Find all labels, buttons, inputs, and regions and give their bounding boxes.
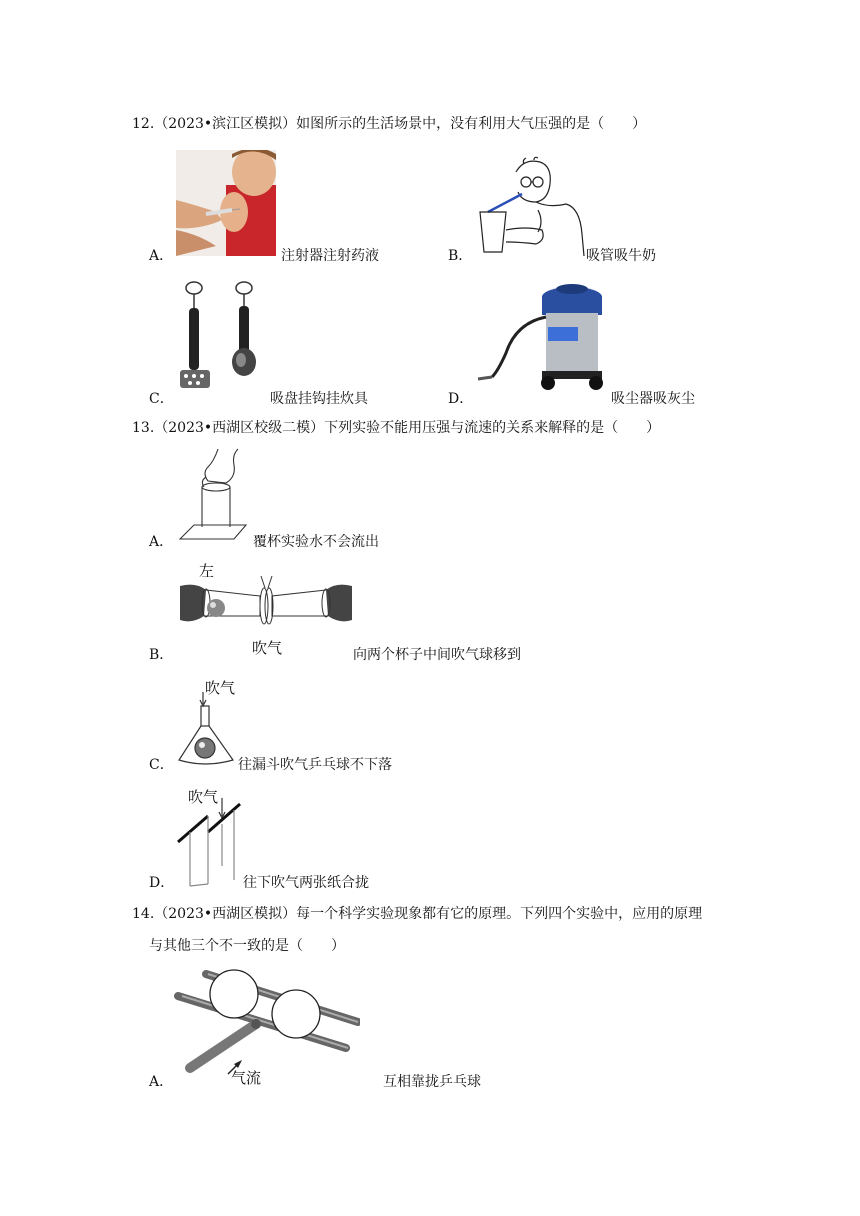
option-12-d-letter: D． <box>448 391 474 407</box>
option-13-c-letter: C． <box>149 757 174 773</box>
option-12-b-letter: B． <box>448 248 473 264</box>
option-13-d-caption: 往下吹气两张纸合拢 <box>243 875 369 891</box>
option-13-a-caption: 覆杯实验水不会流出 <box>253 534 379 550</box>
syringe-injection-image <box>176 150 276 260</box>
two-papers-image <box>172 796 244 892</box>
funnel-blow-air-label: 吹气 <box>205 679 236 697</box>
option-13-d-letter: D． <box>149 875 175 891</box>
paper-blow-air-label: 吹气 <box>188 788 219 806</box>
option-12-a-caption: 注射器注射药液 <box>281 248 379 264</box>
straw-drinking-image <box>476 156 586 264</box>
option-13-b-caption: 向两个杯子中间吹气球移到 <box>353 647 521 663</box>
blow-air-label: 吹气 <box>252 639 283 657</box>
left-label: 左 <box>199 562 215 580</box>
inverted-cup-experiment-image <box>178 447 248 547</box>
option-12-a-letter: A． <box>149 248 174 264</box>
airflow-label: 气流 <box>231 1069 262 1087</box>
option-14-a-caption: 互相靠拢乒乓球 <box>383 1074 481 1090</box>
question-12-stem: 12.（2023•滨江区模拟）如图所示的生活场景中，没有利用大气压强的是（ ） <box>132 116 647 132</box>
vacuum-cleaner-image <box>476 283 606 399</box>
option-12-c-letter: C． <box>149 391 174 407</box>
balls-on-rails-image <box>172 966 360 1090</box>
option-13-c-caption: 往漏斗吹气乒乓球不下落 <box>238 757 392 773</box>
question-14-stem-line2: 与其他三个不一致的是（ ） <box>149 938 345 954</box>
option-13-a-letter: A． <box>149 534 174 550</box>
question-13-stem: 13.（2023•西湖区校级二模）下列实验不能用压强与流速的关系来解释的是（ ） <box>132 420 661 436</box>
option-12-b-caption: 吸管吸牛奶 <box>586 248 656 264</box>
option-12-c-caption: 吸盘挂钩挂炊具 <box>270 391 368 407</box>
question-14-stem-line1: 14.（2023•西湖区模拟）每一个科学实验现象都有它的原理。下列四个实验中，应用的原理 <box>132 906 703 922</box>
suction-hook-utensils-image <box>174 278 270 402</box>
funnel-ball-image <box>175 690 237 774</box>
option-12-d-caption: 吸尘器吸灰尘 <box>611 391 695 407</box>
option-14-a-letter: A． <box>149 1074 174 1090</box>
option-13-b-letter: B． <box>149 647 174 663</box>
